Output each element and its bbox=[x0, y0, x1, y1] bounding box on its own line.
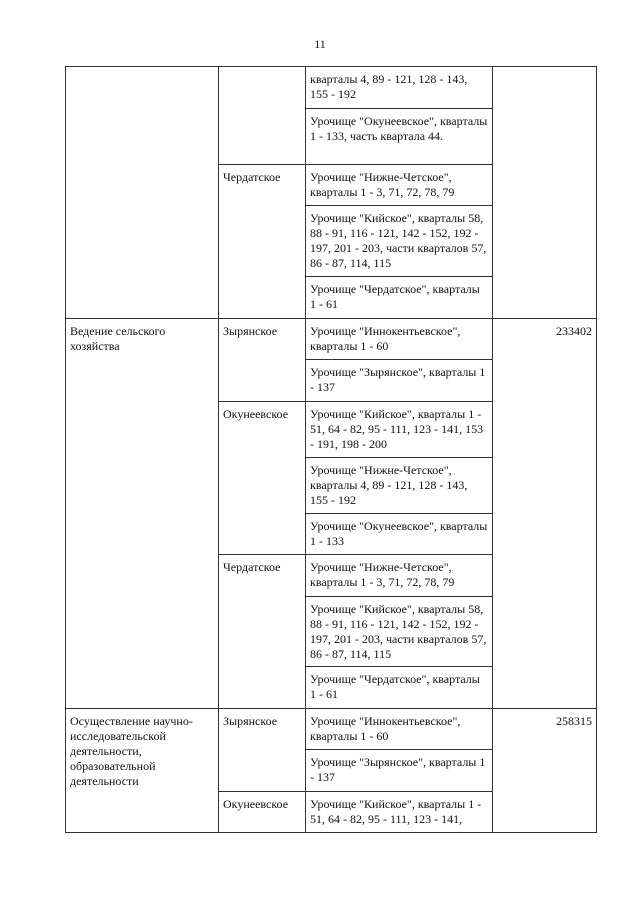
tract-cell: Урочище "Окунеевское", кварталы 1 - 133 bbox=[306, 514, 493, 555]
area-cell: 258315 bbox=[493, 709, 597, 833]
activity-cell bbox=[66, 67, 219, 319]
forestry-cell: Окунеевское bbox=[219, 402, 306, 555]
forestry-cell bbox=[219, 67, 306, 165]
tract-cell: Урочище "Нижне-Четское", кварталы 1 - 3, 71, 72, 78, 79 bbox=[306, 555, 493, 597]
tract-cell: кварталы 4, 89 - 121, 128 - 143, 155 - 192 bbox=[306, 67, 493, 109]
tract-cell: Урочище "Нижне-Четское", кварталы 4, 89 - 121, 128 - 143, 155 - 192 bbox=[306, 458, 493, 514]
tract-cell: Урочище "Кийское", кварталы 1 - 51, 64 - 82, 95 - 111, 123 - 141, 153 - 191, 198 - 200 bbox=[306, 402, 493, 458]
tract-cell: Урочище "Иннокентьевское", кварталы 1 - 60 bbox=[306, 709, 493, 750]
activity-cell: Ведение сельского хозяйства bbox=[66, 319, 219, 709]
table-row bbox=[66, 67, 597, 109]
forestry-cell: Окунеевское bbox=[219, 792, 306, 833]
tract-cell: Урочище "Чердатское", кварталы 1 - 61 bbox=[306, 277, 493, 319]
tract-cell: Урочище "Окунеевское", кварталы 1 - 133, часть квартала 44. bbox=[306, 109, 493, 165]
forestry-cell: Чердатское bbox=[219, 165, 306, 319]
forestry-cell: Чердатское bbox=[219, 555, 306, 709]
table-row bbox=[66, 319, 597, 360]
forestry-cell: Зырянское bbox=[219, 709, 306, 792]
tract-cell: Урочище "Нижне-Четское", кварталы 1 - 3, 71, 72, 78, 79 bbox=[306, 165, 493, 206]
area-cell bbox=[493, 67, 597, 319]
tract-cell: Урочище "Зырянское", кварталы 1 - 137 bbox=[306, 750, 493, 792]
activity-cell: Осуществление научно-исследовательской деятельности, образовательной деятельности bbox=[66, 709, 219, 833]
table-row bbox=[66, 709, 597, 750]
page-number: 11 bbox=[314, 37, 326, 51]
tract-cell: Урочище "Кийское", кварталы 58, 88 - 91, 116 - 121, 142 - 152, 192 - 197, 201 - 203, части кварталов 57, 86 - 87, 114, 115 bbox=[306, 206, 493, 277]
area-cell: 233402 bbox=[493, 319, 597, 709]
tract-cell: Урочище "Зырянское", кварталы 1 - 137 bbox=[306, 360, 493, 402]
tract-cell: Урочище "Кийское", кварталы 1 - 51, 64 - 82, 95 - 111, 123 - 141, bbox=[306, 792, 493, 833]
tract-cell: Урочище "Кийское", кварталы 58, 88 - 91, 116 - 121, 142 - 152, 192 - 197, 201 - 203, части кварталов 57, 86 - 87, 114, 115 bbox=[306, 597, 493, 667]
tract-cell: Урочище "Чердатское", кварталы 1 - 61 bbox=[306, 667, 493, 709]
forest-use-table bbox=[65, 66, 597, 833]
tract-cell: Урочище "Иннокентьевское", кварталы 1 - 60 bbox=[306, 319, 493, 360]
forestry-cell: Зырянское bbox=[219, 319, 306, 402]
